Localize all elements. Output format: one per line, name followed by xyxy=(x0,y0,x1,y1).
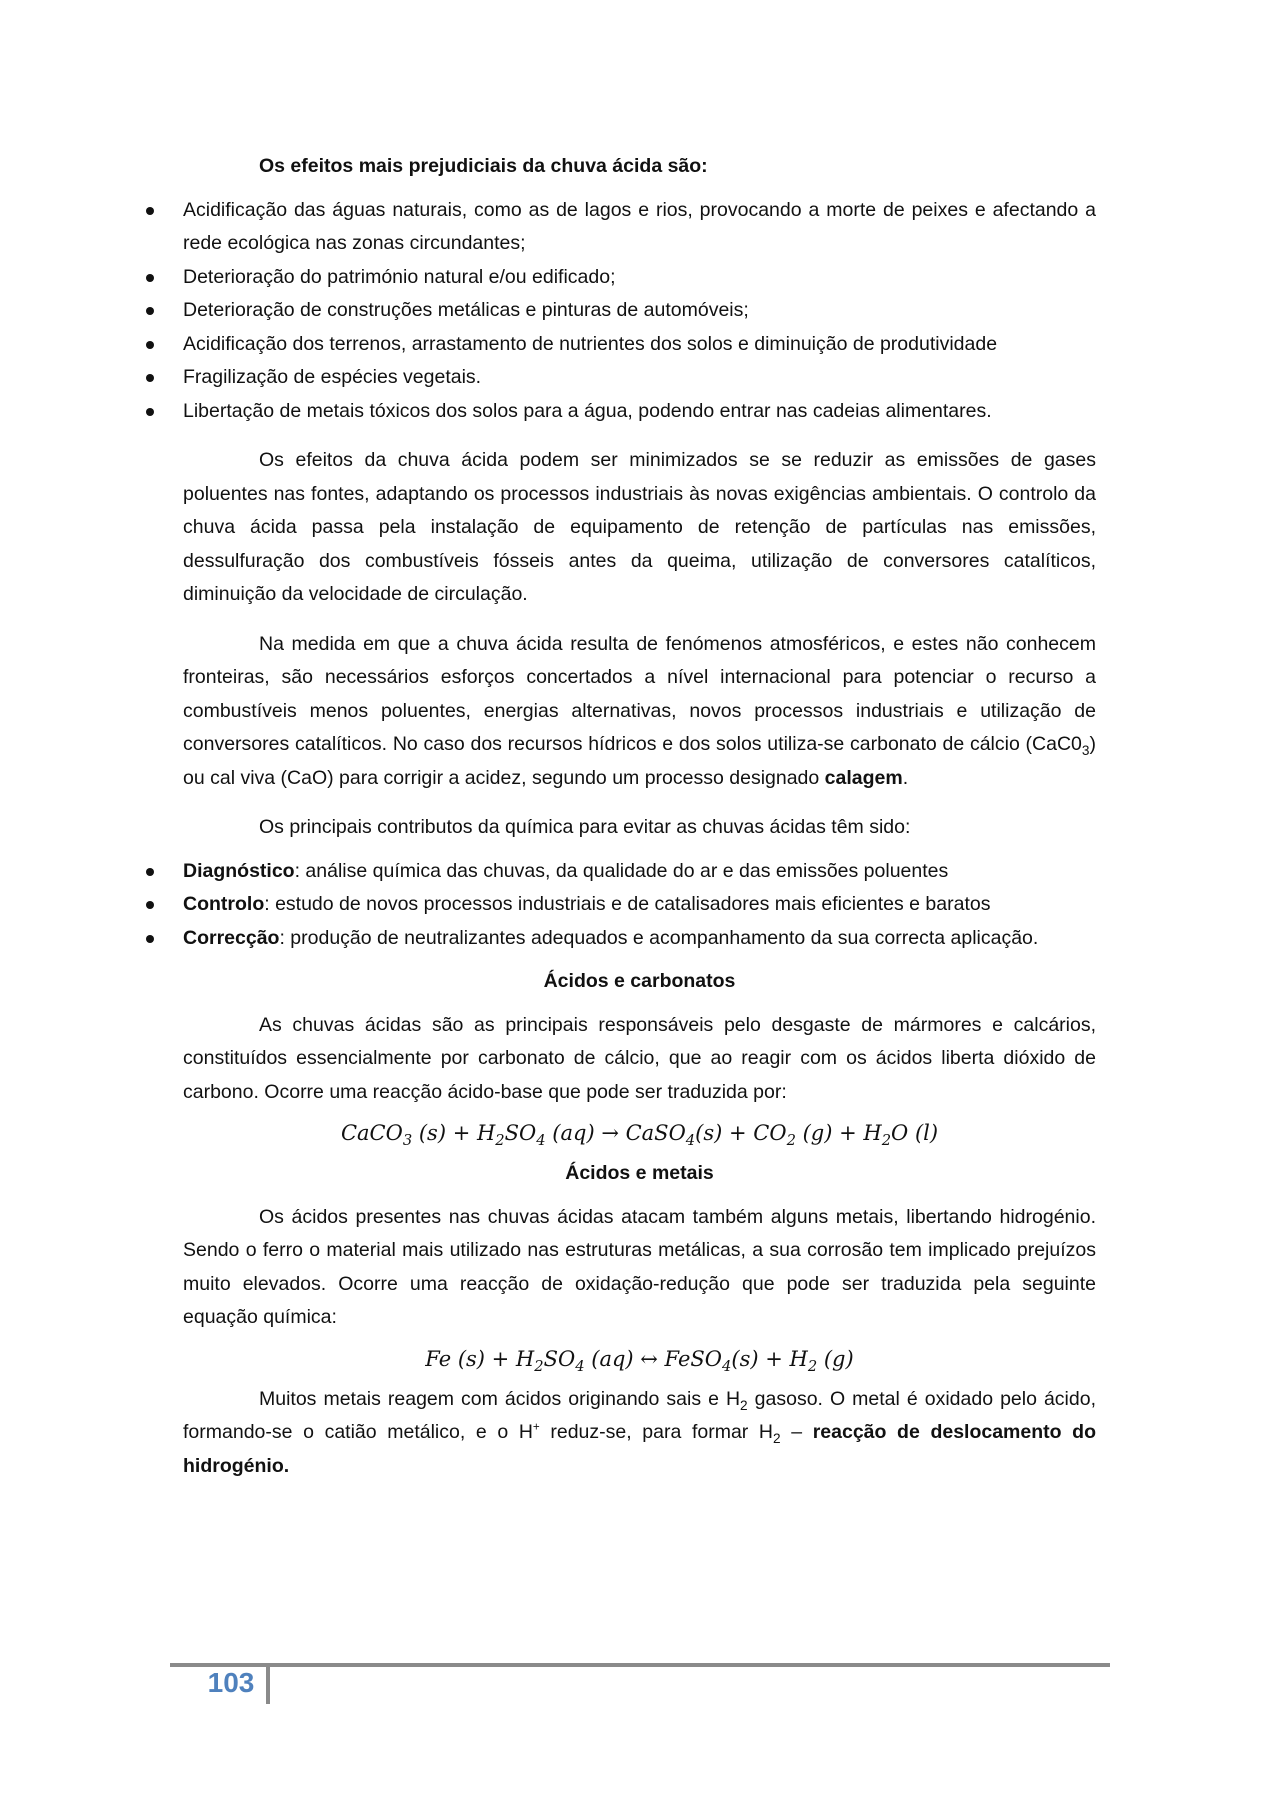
list-item: Deterioração do património natural e/ou edificado; xyxy=(183,261,1096,295)
list-item: Diagnóstico: análise química das chuvas, da qualidade do ar e das emissões poluentes xyxy=(183,855,1096,889)
bullet-icon xyxy=(146,207,154,215)
footer-divider xyxy=(266,1663,270,1704)
list-item: Fragilização de espécies vegetais. xyxy=(183,361,1096,395)
paragraph-metals: Os ácidos presentes nas chuvas ácidas atacam também alguns metais, libertando hidrogénio. Sendo o ferro o material mais utilizado nas estruturas metálicas, a sua corrosão tem implicado prejuízos muito elevados. Ocorre uma reacção de oxidação-redução que pode ser traduzida pela seguinte equação química: xyxy=(183,1205,1096,1328)
paragraph-final: Muitos metais reagem com ácidos originando sais e $H_2$ gasoso. O metal é oxidado pelo ácido, formando-se o catião metálico, e o H+ reduz-se, para formar $H_2$ – reacção de deslocamento do hidrogénio. xyxy=(183,1387,1097,1477)
bullet-icon xyxy=(146,274,154,282)
paragraph-measures: Na medida em que a chuva ácida resulta de fenómenos atmosféricos, e estes não conhecem fronteiras, são necessários esforços concertados a nível internacional para potenciar o recurso a combustíveis menos poluentes, energias alternativas, novos processos industriais e utilização de conversores catalíticos. No caso dos recursos hídricos e dos solos utiliza-se carbonato de cálcio $(CaC0_3)$ ou cal viva (CaO) para corrigir a acidez, segundo um processo designado calagem. xyxy=(183,632,1096,789)
list-item: Acidificação dos terrenos, arrastamento de nutrientes dos solos e diminuição de produtividade xyxy=(183,328,1096,362)
list-item: Deterioração de construções metálicas e pinturas de automóveis; xyxy=(183,294,1096,328)
equation-iron: Fe $(s) + H_2SO_4$ (aq) ↔ FeSO$_4$(s) + $H_2$ (g) xyxy=(425,1346,854,1375)
paragraph-minimize: Os efeitos da chuva ácida podem ser minimizados se se reduzir as emissões de gases poluentes nas fontes, adaptando os processos industriais às novas exigências ambientais. O controlo da chuva ácida passa pela instalação de equipamento de retenção de partículas nas emissões, dessulfuração dos combustíveis fósseis antes da queima, utilização de conversores catalíticos, diminuição da velocidade de circulação. xyxy=(183,449,1096,605)
page-number: 103 xyxy=(207,1667,255,1698)
list-item: Libertação de metais tóxicos dos solos para a água, podendo entrar nas cadeias alimentares. xyxy=(183,395,1096,429)
bullet-icon xyxy=(146,408,154,416)
effects-list xyxy=(183,194,1096,429)
heading-carbonates: Ácidos e carbonatos xyxy=(543,970,736,992)
bullet-icon xyxy=(146,935,154,943)
bullet-icon xyxy=(146,374,154,382)
bullet-icon xyxy=(146,307,154,315)
list-item: Controlo: estudo de novos processos industriais e de catalisadores mais eficientes e baratos xyxy=(183,888,1096,922)
heading-metals: Ácidos e metais xyxy=(565,1162,714,1184)
bullet-icon xyxy=(146,341,154,349)
page-content xyxy=(183,150,1096,1483)
bullet-icon xyxy=(146,868,154,876)
footer-rule xyxy=(170,1663,1110,1667)
contributions-list xyxy=(183,855,1096,956)
list-item: Acidificação das águas naturais, como as de lagos e rios, provocando a morte de peixes e afectando a rede ecológica nas zonas circundantes; xyxy=(183,194,1096,261)
paragraph-contributions: Os principais contributos da química para evitar as chuvas ácidas têm sido: xyxy=(259,816,911,838)
bullet-icon xyxy=(146,901,154,909)
equation-carbonate: CaCO$_3$ $(s) + H_2SO_4$ (aq) → CaSO$_4$(s) + $CO_2$ $(g) + H_2O$ (l) xyxy=(340,1121,939,1150)
paragraph-carbonates: As chuvas ácidas são as principais responsáveis pelo desgaste de mármores e calcários, constituídos essencialmente por carbonato de cálcio, que ao reagir com os ácidos liberta dióxido de carbono. Ocorre uma reacção ácido-base que pode ser traduzida por: xyxy=(183,1013,1096,1103)
list-item: Correcção: produção de neutralizantes adequados e acompanhamento da sua correcta aplicação. xyxy=(183,922,1096,956)
heading-effects: Os efeitos mais prejudiciais da chuva ácida são: xyxy=(259,155,708,177)
